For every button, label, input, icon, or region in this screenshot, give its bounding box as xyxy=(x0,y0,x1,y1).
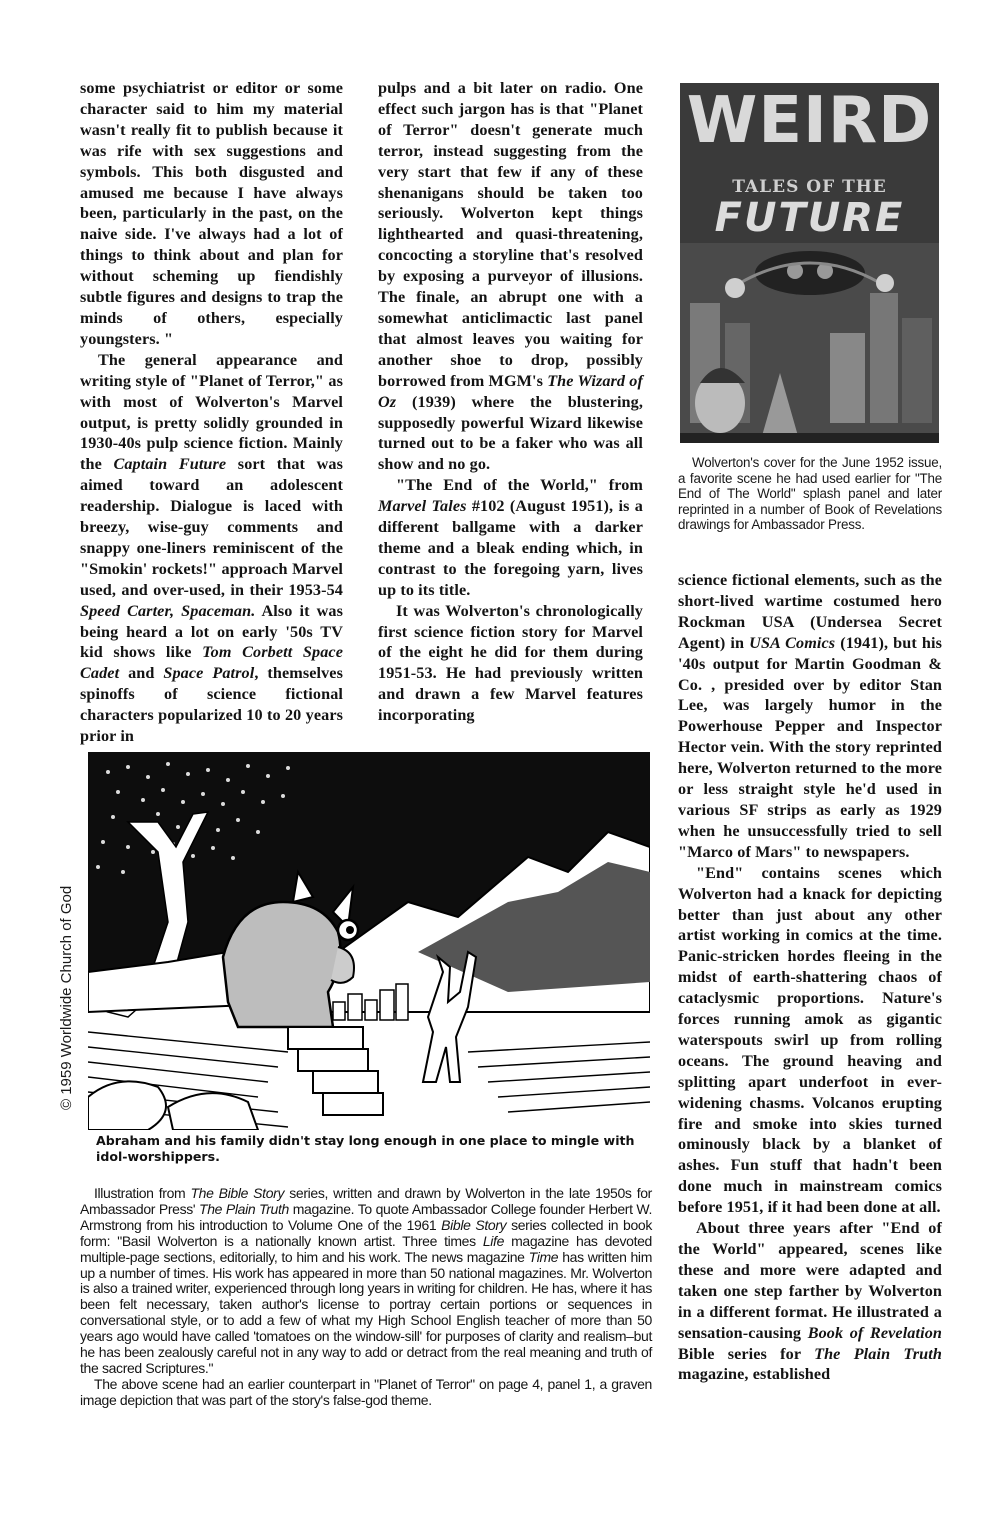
italic-title: Book of Revelation xyxy=(807,1323,942,1342)
text-run: It was Wolverton's chronologically first science fiction story for Marvel of the eight he did for them during 1951-53. He had previously written and drawn a few Marvel features incorporating xyxy=(378,601,643,725)
paragraph xyxy=(378,475,643,600)
text-run: Illustration from xyxy=(94,1185,191,1201)
cover-artwork-icon xyxy=(680,243,939,443)
paragraph xyxy=(80,1377,652,1409)
text-run: Also it was being heard a lot on early '50s TV kid shows like xyxy=(80,601,343,662)
text-run: The above scene had an earlier counterpart in "Planet of Terror" on page 4, panel 1, a graven image depiction that was part of the story's false-god theme. xyxy=(80,1375,652,1408)
text-run: magazine, established xyxy=(678,1365,831,1384)
idol-landscape-illustration-icon xyxy=(88,752,650,1130)
italic-title: USA Comics xyxy=(749,633,836,652)
paragraph xyxy=(378,78,643,475)
article-column-3 xyxy=(678,570,942,1385)
illustration-caption: Abraham and his family didn't stay long enough in one place to mingle with idol-worshippers. xyxy=(96,1133,635,1164)
text-run: some psychiatrist or editor or some character said to him my material wasn't really fit to publish because it was rife with sex suggestions and symbols. This both disgusted and amused me because I have always been, particularly in the past, on the naive side. I've always had a lot of things to think about and plan for without scheming up fiendishly subtle figures and designs to trap the minds of others, especially youngsters. " xyxy=(80,79,343,348)
article-column-1 xyxy=(80,78,343,747)
italic-title: Bible Story xyxy=(441,1216,507,1233)
italic-title: The Plain Truth xyxy=(199,1200,289,1217)
text-run: About three years after "End of the World" appeared, scenes like these and more were adapted and taken one step farther by Wolverton in a different format. He illustrated a sensation-causing xyxy=(678,1219,942,1342)
text-run: (1939) where the blustering, supposedly powerful Wizard likewise turned out to be a faker who was all show and no go. xyxy=(378,392,643,474)
text-run: series collected in book form: "Basil Wolverton is a nationally known artist. Three times xyxy=(80,1216,652,1249)
italic-title: Space Patrol xyxy=(163,664,255,683)
text-run: magazine has devoted multiple-page sections, editorially, to him and his work. The news magazine xyxy=(80,1232,652,1265)
text-run: (1941), but his '40s output for Martin Goodman & Co. , presided over by editor Stan Lee, was largely humor in the Powerhouse Pepper and Inspector Hector vein. With the story reprinted here, Wolverton returned to the more or less straight style he'd used in various SF strips as early as 1929 when he unsuccessfully tried to sell "Marco of Mars" to newspapers. xyxy=(678,633,943,861)
paragraph xyxy=(678,570,942,863)
text-run: has written him up a number of times. His work has appeared in more than 50 national magazines. Mr. Wolverton is also a trained writer, experienced through long years in writing for children. He has, where it has been felt necessary, taken author's license to portray certain portions or sequences in conversational style, or to add a few of what my High School English teacher of more than 50 years ago would have called 'tomatoes on the window-sill' for purposes of clarity and realism–but he has been zealously careful not in any way to add or detract from the real meaning and truth of the sacred Scriptures." xyxy=(80,1248,653,1376)
text-run: pulps and a bit later on radio. One effect such jargon has is that "Planet of Terror" doesn't generate much terror, instead suggesting from the very start that few if any of these shenanigans should be taken too seriously. Wolverton kept things lighthearted and quasi-threatening, concocting a storyline that's resolved by exposing a purveyor of illusions. The finale, an abrupt one with a somewhat anticlimactic last panel that almost leaves you waiting for another shoe to drop, possibly borrowed from MGM's xyxy=(378,79,643,390)
italic-title: Speed Carter, Spaceman. xyxy=(80,601,256,620)
italic-title: Captain Future xyxy=(113,455,227,474)
paragraph xyxy=(678,863,942,1218)
text-run: , themselves spinoffs of science fictional characters popularized 10 to 20 years prior in xyxy=(80,664,343,746)
article-column-2 xyxy=(378,78,643,726)
cover-title-weird: WEIRD xyxy=(686,84,933,158)
illustration-copyright: © 1959 Worldwide Church of God xyxy=(58,885,75,1110)
text-run: science fictional elements, such as the short-lived wartime costumed hero Rockman USA (Undersea Secret Agent) in xyxy=(678,571,942,652)
italic-title: Marvel Tales xyxy=(378,497,467,516)
italic-title: The Plain Truth xyxy=(814,1344,942,1363)
bible-story-illustration xyxy=(88,752,650,1130)
comic-cover-image xyxy=(680,83,939,443)
text-run: The general appearance and writing style of "Planet of Terror," as with most of Wolverton's Marvel output, is pretty solidly grounded in 1930-40s pulp science fiction. Mainly the xyxy=(80,350,343,474)
text-run: series, written and drawn by Wolverton in the late 1950s for Ambassador Press' xyxy=(80,1185,652,1217)
text-run: Bible series for xyxy=(678,1344,815,1363)
text-run: and xyxy=(119,664,164,683)
cover-title-tales-of-the: TALES OF THE xyxy=(732,177,887,197)
italic-title: The Bible Story xyxy=(190,1185,285,1201)
italic-title: The Wizard of Oz xyxy=(378,371,643,411)
illustration-note xyxy=(80,1186,652,1409)
text-run: "End" contains scenes which Wolverton had a knack for depicting better than just about any other artist working in comics at the time. Panic-stricken hordes fleeing in the midst of earth-shattering chaos of cataclysmic proportions. Nature's forces running amok as gigantic waterspouts swirl up from rolling oceans. The ground heaving and splitting apart underfoot in ever-widening chasms. Volcanos erupting fire and smoke into skies turned ominously black by a blanket of ashes. Fun stuff that hadn't been done much in mainstream comics before 1951, if it had been done at all. xyxy=(678,863,942,1217)
paragraph xyxy=(80,78,343,350)
text-run: #102 (August 1951), is a different ballgame with a darker theme and a bleak ending which, in contrast to the foregoing yarn, lives up to its title. xyxy=(378,497,643,599)
text-run: magazine. To quote Ambassador College founder Herbert W. Armstrong from his introduction to Volume One of the 1961 xyxy=(80,1200,653,1233)
italic-title: Tom Corbett Space Cadet xyxy=(80,643,343,683)
italic-title: Life xyxy=(482,1232,505,1249)
paragraph xyxy=(678,1218,942,1385)
italic-title: Time xyxy=(528,1248,559,1265)
paragraph xyxy=(80,1186,652,1377)
cover-caption-text: Wolverton's cover for the June 1952 issue, a favorite scene he had used earlier for "The End of The World" splash panel and later reprinted in a number of Book of Revelations drawings for Ambassador Press. xyxy=(678,455,942,533)
text-run: "The End of the World," from xyxy=(396,476,643,495)
cover-title-future: FUTURE xyxy=(714,195,905,241)
text-run: sort that was aimed toward an adolescent readership. Dialogue is laced with breezy, wise-guy comments and snappy one-liners reminiscent of the "Smokin' rockets!" approach Marvel used, and over-used, in their 1953-54 xyxy=(80,455,343,599)
cover-caption xyxy=(678,455,942,533)
paragraph xyxy=(80,350,343,747)
paragraph xyxy=(378,601,643,726)
